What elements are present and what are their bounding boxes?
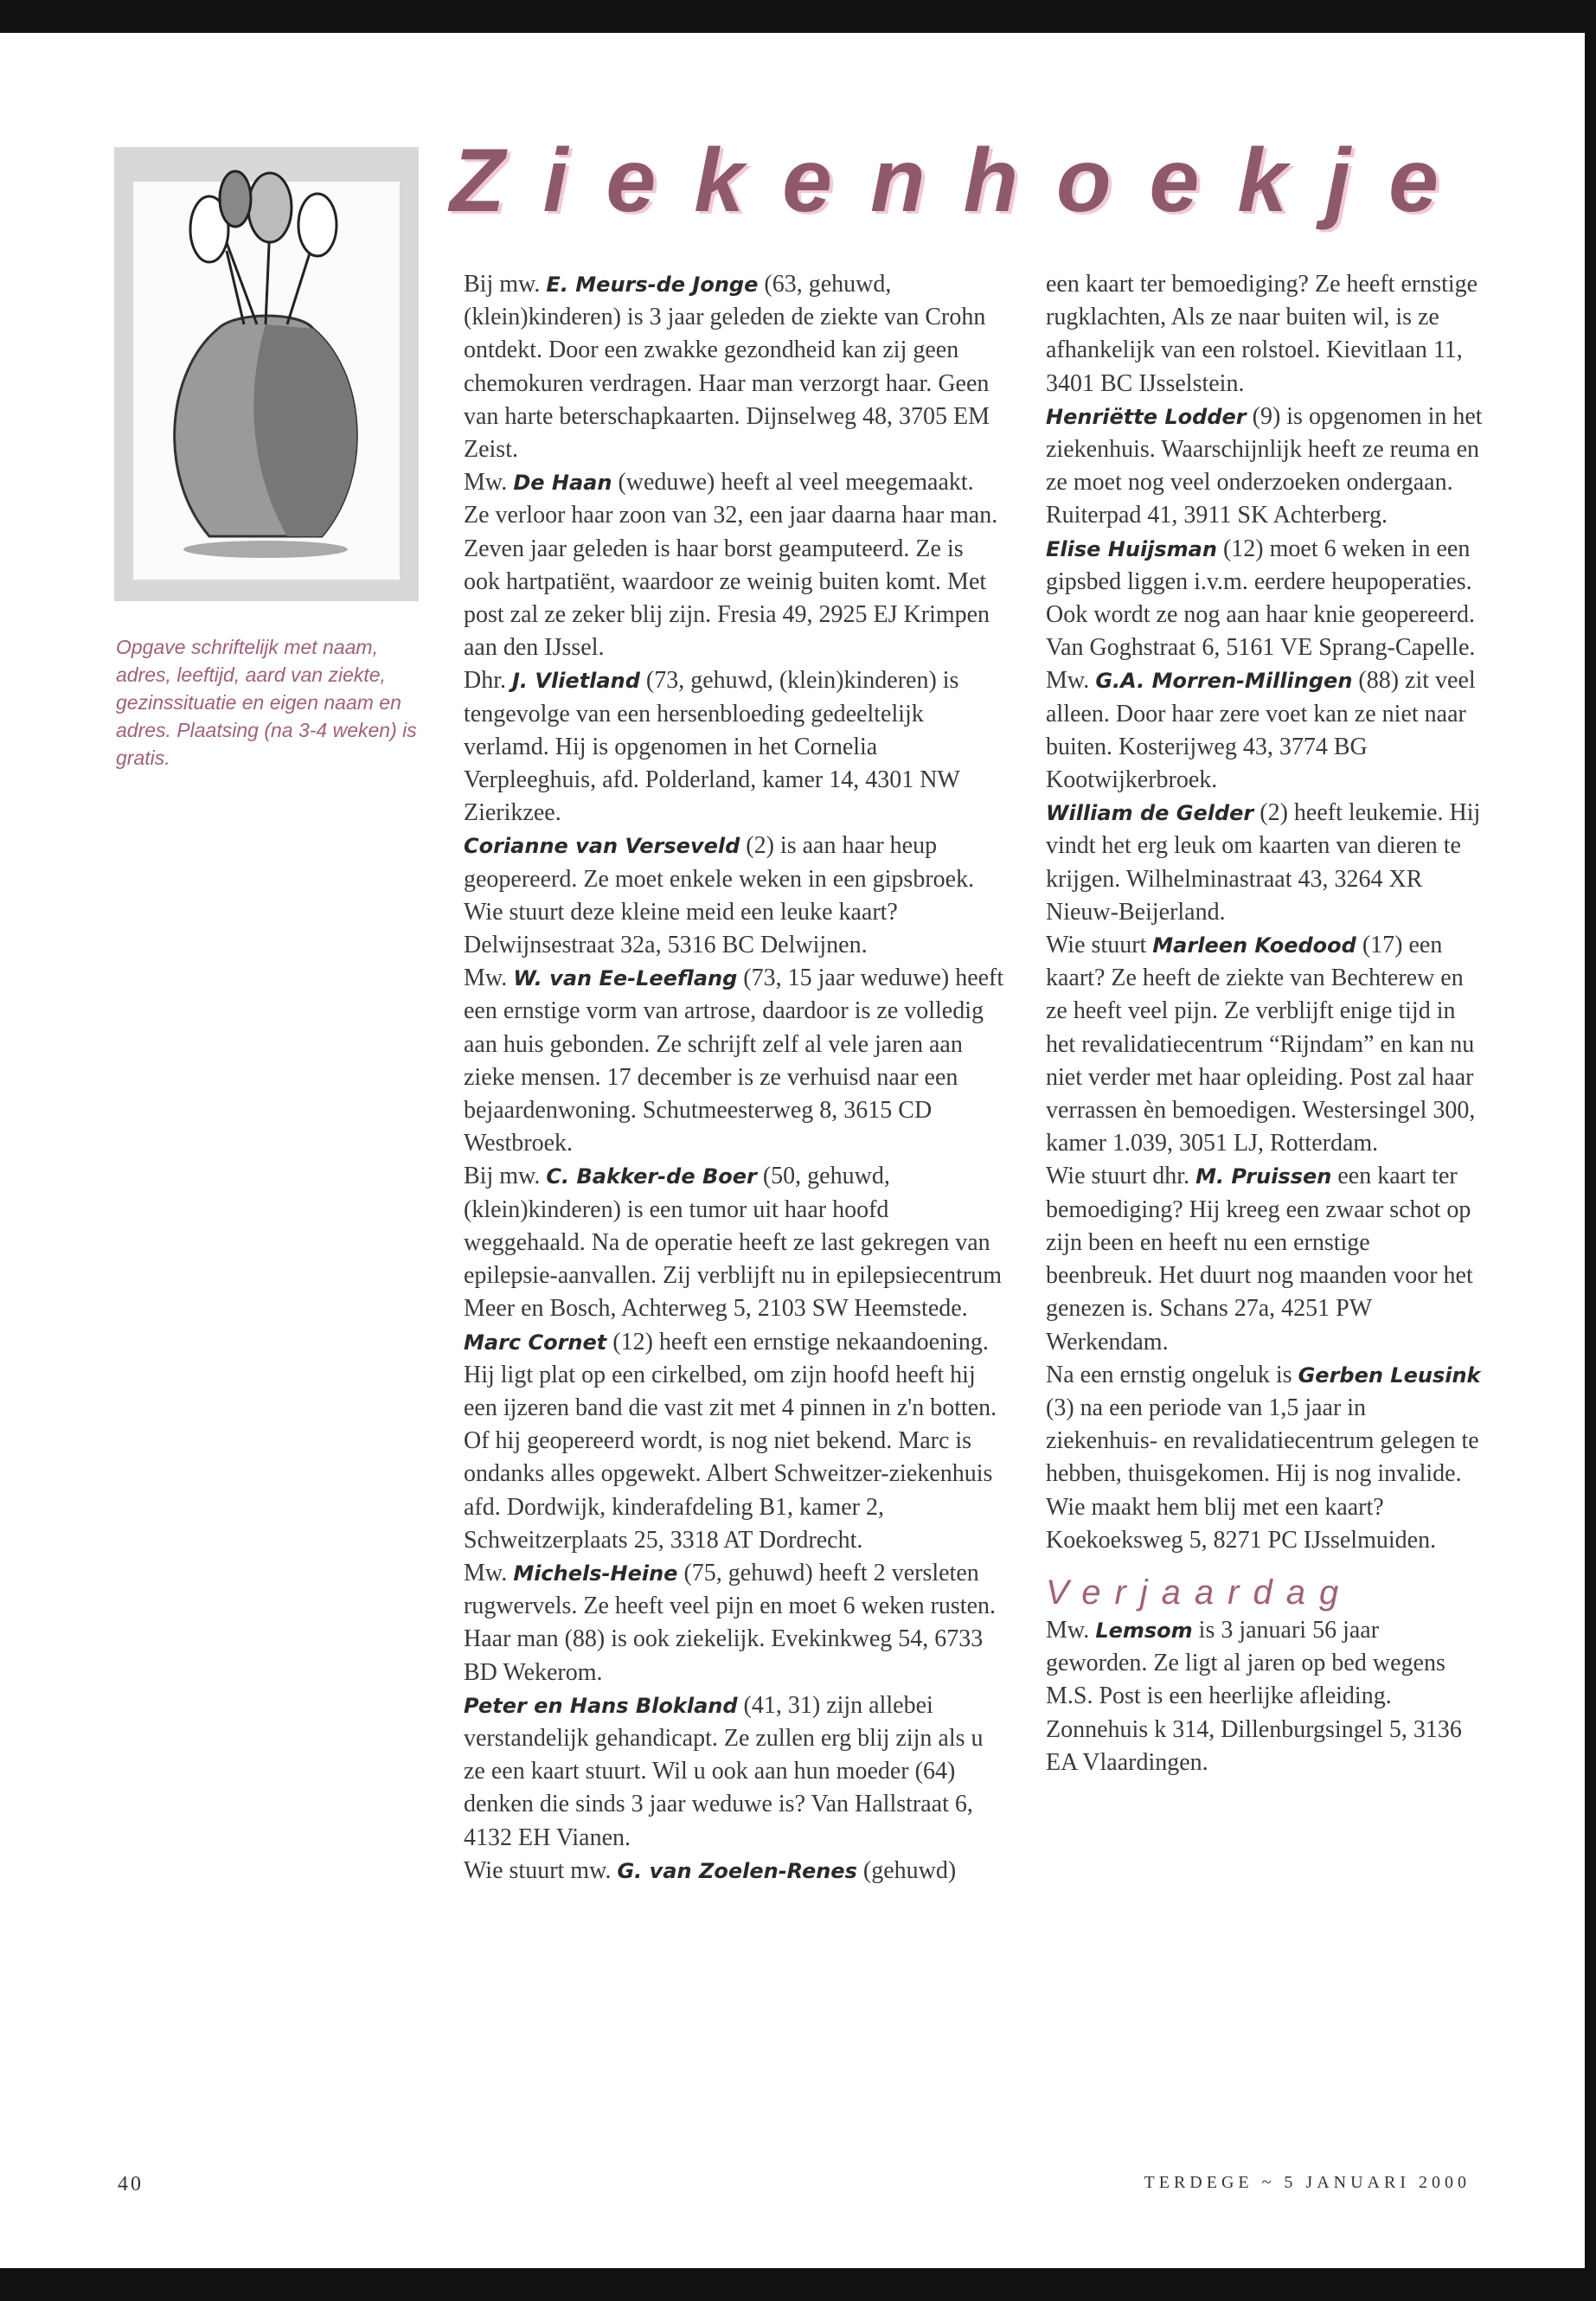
notice-entry bbox=[1046, 533, 1483, 665]
notice-text: Mw. bbox=[1046, 667, 1096, 695]
notice-text: Bij mw. bbox=[464, 1163, 547, 1190]
notice-text: (12) moet 6 weken in een gipsbed liggen i.v.m. eerdere heupoperaties. Ook wordt ze nog aan haar knie geopereerd. Van Goghstraat 6, 5161 VE Sprang-Capelle. bbox=[1046, 535, 1476, 662]
patient-name: J. Vlietland bbox=[512, 669, 640, 694]
page-title: Ziekenhoekje bbox=[450, 131, 1477, 231]
column-right bbox=[1046, 268, 1483, 1779]
notice-text: (50, gehuwd, (klein)kinderen) is een tumor uit haar hoofd weggehaald. Na de operatie heeft ze last gekregen van epilepsie-aanvallen. Zij verblijft nu in epilepsiecentrum Meer en Bosch, Achterweg 5, 2103 SW Heemstede. bbox=[464, 1163, 1003, 1323]
notice-entry bbox=[1046, 401, 1483, 533]
notice-entry bbox=[464, 1160, 1004, 1325]
patient-name: E. Meurs-de Jonge bbox=[546, 272, 759, 297]
notice-text: een kaart ter bemoediging? Ze heeft ernstige rugklachten, Als ze naar buiten wil, is ze afhankelijk van een rolstoel. Kievitlaan 11, 3401 BC IJsselstein. bbox=[1046, 271, 1478, 397]
notice-entry bbox=[464, 962, 1004, 1160]
submission-instructions: Opgave schriftelijk met naam, adres, leeftijd, aard van ziekte, gezinssituatie en eigen naam en adres. Plaatsing (na 3-4 weken) is gratis. bbox=[116, 636, 417, 769]
notice-text: (17) een kaart? Ze heeft de ziekte van Bechterew en ze heeft veel pijn. Ze verblijft enige tijd in het revalidatiecentrum “Rijndam” en kan nu niet verder met haar opleiding. Post zal haar verrassen èn bemoedigen. Westersingel 300, kamer 1.039, 3051 LJ, Rotterdam. bbox=[1046, 932, 1476, 1157]
notice-text: Mw. bbox=[464, 1559, 514, 1586]
patient-name: Peter en Hans Blokland bbox=[464, 1693, 738, 1718]
patient-name: Gerben Leusink bbox=[1298, 1362, 1481, 1388]
notice-text: Mw. bbox=[464, 965, 514, 992]
notice-text: Mw. bbox=[1046, 1616, 1096, 1644]
patient-name: C. Bakker-de Boer bbox=[546, 1164, 757, 1189]
notice-entry bbox=[1046, 929, 1483, 1160]
notice-text: Dhr. bbox=[464, 667, 512, 695]
bottom-border bbox=[0, 2268, 1596, 2301]
notice-entry bbox=[464, 1855, 1004, 1888]
notice-entry bbox=[464, 268, 1004, 466]
notice-text: (75, gehuwd) heeft 2 versleten rugwervels. Ze heeft veel pijn en moet 6 weken rusten. Haar man (88) is ook ziekelijk. Evekinkweg 54, 6733 BD Wekerom. bbox=[464, 1559, 997, 1686]
patient-name: De Haan bbox=[513, 471, 612, 496]
notice-text: (2) heeft leukemie. Hij vindt het erg leuk om kaarten van dieren te krijgen. Wilhelminastraat 43, 3264 XR Nieuw-Beijerland. bbox=[1046, 799, 1481, 926]
patient-name: Elise Huijsman bbox=[1046, 536, 1217, 561]
notice-text: (41, 31) zijn allebei verstandelijk gehandicapt. Ze zullen erg blij zijn als u ze een kaart stuurt. Wil u ook aan hun moeder (64) denken die sinds 3 jaar weduwe is? Van Hallstraat 6, 4132 EH Vianen. bbox=[464, 1691, 984, 1851]
notice-text: (88) zit veel alleen. Door haar zere voet kan ze niet naar buiten. Kosterijweg 43, 3774 BG Kootwijkerbroek. bbox=[1046, 667, 1476, 794]
notice-text: (9) is opgenomen in het ziekenhuis. Waarschijnlijk heeft ze reuma en ze moet nog veel onderzoeken ondergaan. Ruiterpad 41, 3911 SK Achterberg. bbox=[1046, 402, 1483, 529]
right-border bbox=[1585, 0, 1596, 2301]
notice-entry bbox=[1046, 797, 1483, 929]
page-number: 40 bbox=[118, 2173, 144, 2195]
patient-name: William de Gelder bbox=[1046, 801, 1254, 826]
notice-text: is 3 januari 56 jaar geworden. Ze ligt al jaren op bed wegens M.S. Post is een heerlijke afleiding. Zonnehuis k 314, Dillenburgsingel 5, 3136 EA Vlaardingen. bbox=[1046, 1616, 1462, 1776]
patient-name: W. van Ee-Leeflang bbox=[513, 966, 738, 991]
notice-text: (3) na een periode van 1,5 jaar in ziekenhuis- en revalidatiecentrum gelegen te hebben, thuisgekomen. Hij is nog invalide. Wie maakt hem blij met een kaart? Koekoeksweg 5, 8271 PC IJsselmuiden. bbox=[1046, 1394, 1479, 1554]
notice-text: (gehuwd) bbox=[856, 1856, 957, 1884]
notice-text: Wie stuurt bbox=[1046, 932, 1153, 959]
notice-text: (63, gehuwd, (klein)kinderen) is 3 jaar geleden de ziekte van Crohn ontdekt. Door een zwakke gezondheid kan zij geen chemokuren verdragen. Haar man verzorgt haar. Geen van harte beterschapkaarten. Dijnselweg 48, 3705 EM Zeist. bbox=[464, 271, 990, 464]
notice-text: (2) is aan haar heup geopereerd. Ze moet enkele weken in een gipsbroek. Wie stuurt deze kleine meid een leuke kaart? Delwijnsestraat 32a, 5316 BC Delwijnen. bbox=[464, 832, 975, 959]
notice-entry bbox=[1046, 268, 1483, 401]
tulip-vase-illustration bbox=[114, 147, 419, 601]
notice-text: (weduwe) heeft al veel meegemaakt. Ze verloor haar zoon van 32, een jaar daarna haar man. Zeven jaar geleden is haar borst geamputeerd. Ze is ook hartpatiënt, waardoor ze weinig buiten komt. Met post zal ze zeker blij zijn. Fresia 49, 2925 EJ Krimpen aan den IJssel. bbox=[464, 469, 998, 662]
patient-name: G.A. Morren-Millingen bbox=[1095, 669, 1353, 694]
birthday-heading: Verjaardag bbox=[1046, 1573, 1353, 1612]
notice-text: Wie stuurt mw. bbox=[464, 1856, 618, 1884]
notice-text: (12) heeft een ernstige nekaandoening. Hij ligt plat op een cirkelbed, om zijn hoofd heeft hij een ijzeren band die vast zit met 4 pinnen in z'n botten. Of hij geopereerd wordt, is nog niet bekend. Marc is ondanks alles opgewekt. Albert Schweitzer-ziekenhuis afd. Dordwijk, kinderafdeling B1, kamer 2, Schweitzerplaats 25, 3318 AT Dordrecht. bbox=[464, 1328, 997, 1554]
notice-text: Mw. bbox=[464, 469, 514, 497]
notice-entry bbox=[464, 664, 1004, 830]
notice-text: (73, gehuwd, (klein)kinderen) is tengevolge van een hersenbloeding gedeeltelijk verlamd. Hij is opgenomen in het Cornelia Verpleeghuis, afd. Polderland, kamer 14, 4301 NW Zierikzee. bbox=[464, 667, 960, 827]
notice-text: Bij mw. bbox=[464, 271, 547, 298]
notice-entry bbox=[1046, 1359, 1483, 1557]
patient-name: M. Pruissen bbox=[1195, 1164, 1332, 1189]
notice-entry bbox=[464, 1689, 1004, 1855]
patient-name: G. van Zoelen-Renes bbox=[617, 1858, 857, 1883]
column-middle bbox=[464, 268, 1004, 1888]
notice-entry bbox=[1046, 664, 1483, 797]
notice-entry bbox=[464, 466, 1004, 664]
notice-entry bbox=[1046, 1614, 1483, 1779]
notice-entry bbox=[464, 1326, 1004, 1557]
notice-text: (73, 15 jaar weduwe) heeft een ernstige vorm van artrose, daardoor is ze volledig aan huis gebonden. Ze schrijft zelf al vele jaren aan zieke mensen. 17 december is ze verhuisd naar een bejaardenwoning. Schutmeesterweg 8, 3615 CD Westbroek. bbox=[464, 965, 1004, 1157]
notice-entry bbox=[464, 1557, 1004, 1689]
notice-text: een kaart ter bemoediging? Hij kreeg een zwaar schot op zijn been en heeft nu een ernstige beenbreuk. Het duurt nog maanden voor het genezen is. Schans 27a, 4251 PW Werkendam. bbox=[1046, 1163, 1473, 1356]
notice-text: Na een ernstig ongeluk is bbox=[1046, 1361, 1298, 1388]
patient-name: Lemsom bbox=[1095, 1618, 1193, 1643]
notice-text: Wie stuurt dhr. bbox=[1046, 1163, 1196, 1190]
patient-name: Michels-Heine bbox=[513, 1561, 678, 1586]
notice-entry bbox=[464, 830, 1004, 962]
patient-name: Marc Cornet bbox=[464, 1330, 607, 1355]
publication-info: TERDEGE ~ 5 JANUARI 2000 bbox=[1144, 2173, 1471, 2192]
top-border bbox=[0, 0, 1596, 33]
patient-name: Corianne van Verseveld bbox=[464, 834, 740, 859]
patient-name: Henriëtte Lodder bbox=[1046, 404, 1247, 429]
patient-name: Marleen Koedood bbox=[1152, 933, 1356, 958]
notice-entry bbox=[1046, 1160, 1483, 1358]
